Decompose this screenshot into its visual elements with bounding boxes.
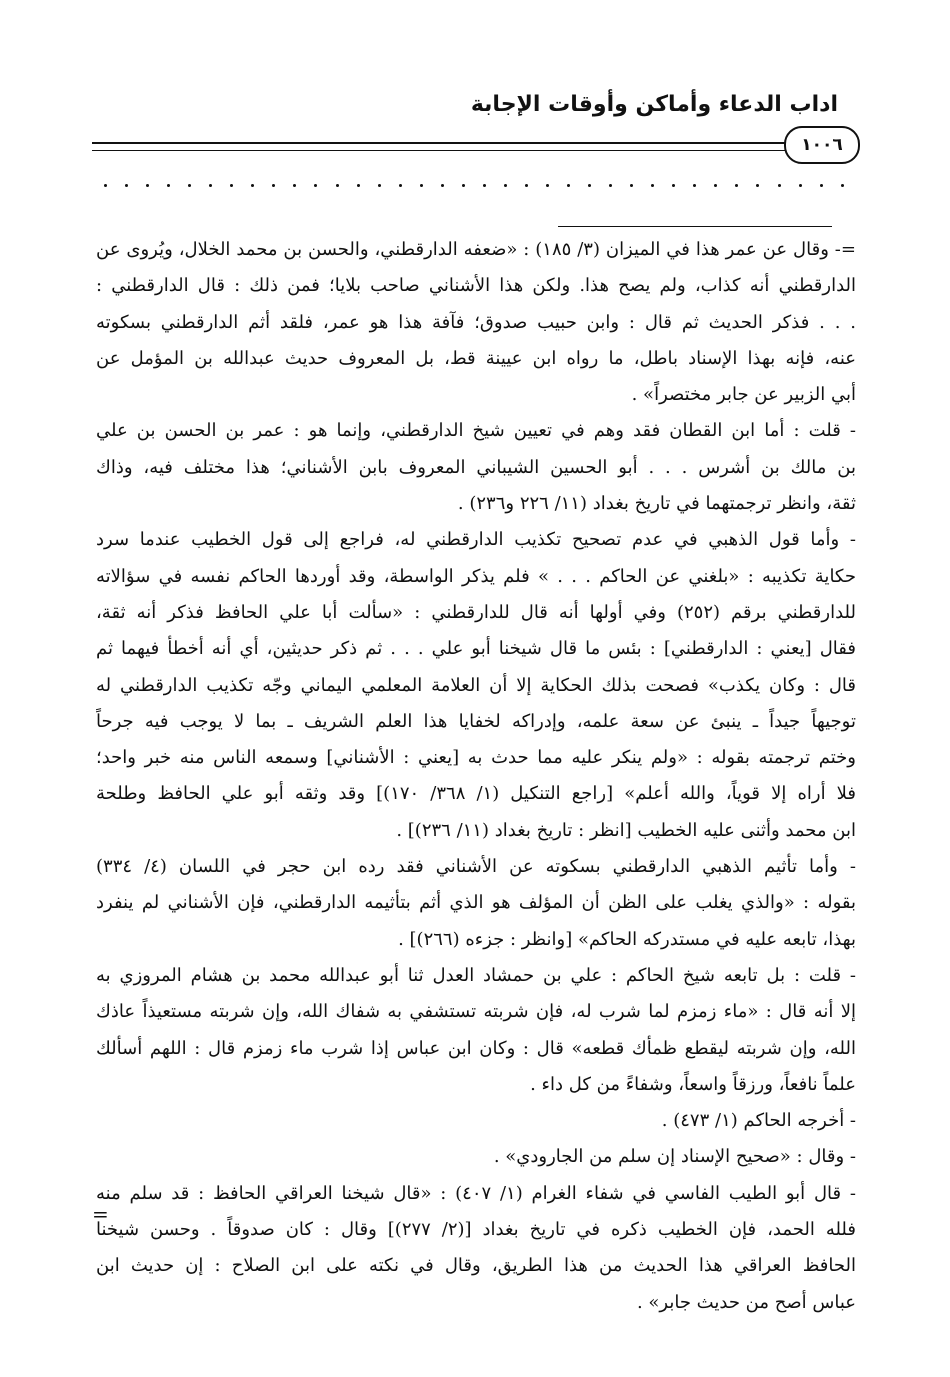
separator-dot: [462, 184, 465, 187]
footnote-text: [96, 232, 856, 1321]
separator-dot: [293, 184, 296, 187]
text-line: علماً نافعاً، ورزقاً واسعاً، وشفاءً من كل داء .: [530, 1073, 856, 1095]
separator-dot: [378, 184, 381, 187]
separator-dot: [441, 184, 444, 187]
text-line: بن مالك بن أشرس . . . أبو الحسين الشيباني المعروف بابن الأشناني؛ هذا مختلف فيه، وذاك: [96, 456, 856, 478]
separator-dot: [546, 184, 549, 187]
text-line: وختم ترجمته بقوله : «ولم ينكر عليه مما حدث به [يعني : الأشناني] وسمعه الناس منه خبر واحد؛: [96, 747, 856, 769]
text-line: - قلت : أما ابن القطان فقد وهم في تعيين شيخ الدارقطني، وإنما هو : عمر بن الحسن بن علي: [96, 420, 856, 442]
running-title: اداب الدعاء وأماكن وأوقات الإجابة: [470, 92, 838, 117]
separator-dot: [357, 184, 360, 187]
separator-dot: [504, 184, 507, 187]
text-line: أبي الزبير عن جابر مختصراً» .: [631, 384, 856, 406]
separator-dot: [230, 184, 233, 187]
text-line: فلله الحمد، فإن الخطيب ذكره في تاريخ بغداد [(٢/ ٢٧٧)] وقال : كان صدوقاً . وحسن شيخنا: [96, 1219, 856, 1241]
text-line: الدارقطني أنه كذاب، ولم يصح هذا. ولكن هذا الأشناني صاحب بلايا؛ فمن ذلك : قال الدارقطني :: [96, 275, 856, 297]
text-line: فقال [يعني : الدارقطني] : بئس ما قال شيخنا أبو علي . . . ثم ذكر حديثين، أي أنه أخطأ فيهما ثم: [96, 638, 856, 660]
separator-dot: [693, 184, 696, 187]
separator-dot: [841, 184, 844, 187]
header-rule: [92, 142, 804, 151]
text-line: - قلت : بل تابعه شيخ الحاكم : علي بن حمشاد العدل ثنا أبو عبدالله محمد بن هشام المروزي به: [96, 964, 856, 986]
separator-dot: [251, 184, 254, 187]
footnote-rule: [558, 226, 832, 227]
separator-dot: [609, 184, 612, 187]
separator-dot: [188, 184, 191, 187]
text-line: - أخرجه الحاكم (١/ ٤٧٣) .: [661, 1110, 856, 1132]
dotted-separator: [104, 180, 844, 190]
page-number-badge: [784, 126, 860, 164]
separator-dot: [125, 184, 128, 187]
separator-dot: [672, 184, 675, 187]
text-line: عنه، فإنه بهذا الإسناد باطل، ما رواه ابن عيينة قط، بل المعروف حديث عبدالله بن المؤمل عن: [96, 347, 856, 369]
separator-dot: [420, 184, 423, 187]
text-line: - وقال : «صحيح الإسناد إن سلم من الجارودي» .: [493, 1146, 856, 1168]
text-line: فلا أراه إلا قوياً، والله أعلم» [راجع التنكيل (١/ ٣٦٨/ ١٧٠)] وقد وثقه أبو علي الحافظ وطلحة: [96, 783, 856, 805]
separator-dot: [209, 184, 212, 187]
separator-dot: [567, 184, 570, 187]
separator-dot: [799, 184, 802, 187]
continuation-mark: =: [92, 1202, 109, 1226]
separator-dot: [336, 184, 339, 187]
separator-dot: [714, 184, 717, 187]
text-line: ابن محمد وأثنى عليه الخطيب [انظر : تاريخ بغداد (١١/ ٢٣٦)] .: [396, 819, 856, 841]
text-line: قال : وكان يكذب» فصحت بذلك الحكاية إلا أن العلامة المعلمي اليماني وجّه تكذيب الدارقطني له: [96, 674, 856, 696]
text-line: بهذا، تابعه عليه في مستدركه الحاكم» [وانظر : جزءه (٢٦٦)] .: [398, 928, 856, 950]
separator-dot: [483, 184, 486, 187]
separator-dot: [820, 184, 823, 187]
text-line: - وأما قول الذهبي في عدم تصحيح تكذيب الدارقطني له، فراجع إلى قول الخطيب عندما سرد: [96, 529, 856, 551]
separator-dot: [167, 184, 170, 187]
page-number: ١٠٠٦: [801, 135, 843, 155]
separator-dot: [588, 184, 591, 187]
separator-dot: [525, 184, 528, 187]
separator-dot: [146, 184, 149, 187]
separator-dot: [272, 184, 275, 187]
separator-dot: [735, 184, 738, 187]
text-line: عباس أصح من حديث جابر» .: [636, 1291, 856, 1313]
text-line: . . . فذكر الحديث ثم قال : وابن حبيب صدوق؛ فآفة هذا هو عمر، فلقد أثم الدارقطني بسكوته: [96, 311, 856, 333]
separator-dot: [778, 184, 781, 187]
text-line: للدارقطني برقم (٢٥٢) وفي أولها أنه قال للدارقطني : «سألت أبا علي الحافظ فذكر أنه ثقة،: [96, 601, 856, 623]
text-line: =- وقال عن عمر هذا في الميزان (٣/ ١٨٥) : «ضعفه الدارقطني، والحسن بن محمد الخلال، ويُروى عن: [96, 239, 856, 260]
text-line: ثقة، وانظر ترجمتهما في تاريخ بغداد (١١/ ٢٢٦ و٢٣٦) .: [457, 493, 856, 515]
text-line: - وأما تأثيم الذهبي الدارقطني بسكوته عن الأشناني فقد رده ابن حجر في اللسان (٤/ ٣٣٤): [96, 856, 856, 878]
separator-dot: [756, 184, 759, 187]
separator-dot: [399, 184, 402, 187]
text-line: إلا أنه قال : «ماء زمزم لما شرب له، فإن شربته تستشفي به شفاك الله، وإن شربته مستعيذاً عاذك: [96, 1001, 856, 1023]
text-line: بقوله : «والذي يغلب على الظن أن المؤلف هو الذي أثم بتأثيمه الدارقطني، فإن الأشناني لم ينفرد: [96, 892, 856, 914]
text-line: - قال أبو الطيب الفاسي في شفاء الغرام (١/ ٤٠٧) : «قال شيخنا العراقي الحافظ : قد سلم منه: [96, 1182, 856, 1204]
separator-dot: [104, 184, 107, 187]
separator-dot: [314, 184, 317, 187]
separator-dot: [651, 184, 654, 187]
text-line: توجيهاً جيداً ـ ينبئ عن سعة علمه، وإدراكه لخفايا هذا العلم الشريف ـ بما لا يوجب فيه جرحاً: [96, 710, 856, 732]
text-line: الحافظ العراقي هذا الحديث من هذا الطريق، وقال في نكته على ابن الصلاح : إن حديث ابن: [96, 1255, 856, 1277]
separator-dot: [630, 184, 633, 187]
text-line: الله، وإن شربته ليقطع ظمأك قطعه» قال : وكان ابن عباس إذا شرب ماء زمزم قال : اللهم أسألك: [96, 1037, 856, 1059]
text-line: حكاية تكذيبه : «بلغني عن الحاكم . . . » فلم يذكر الواسطة، وقد أوردها الحاكم نفسه في سؤالاته: [96, 565, 856, 587]
